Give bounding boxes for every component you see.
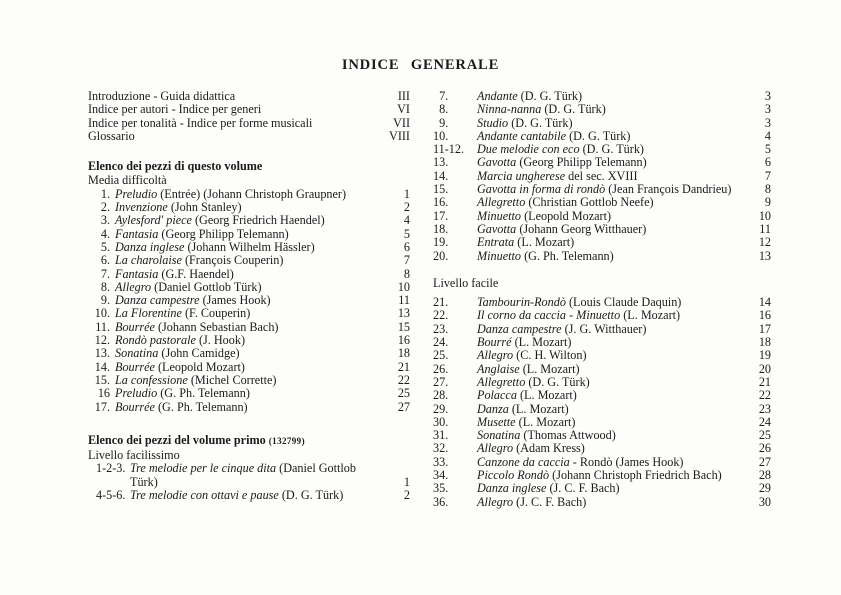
piece-text: Il corno da caccia - Minuetto (L. Mozart) — [477, 308, 681, 323]
level-label-media-difficolta: Media difficoltà — [88, 173, 167, 188]
page-number: 10 — [758, 208, 771, 223]
section-heading-volume-primo — [88, 434, 410, 448]
piece-text: Ninna-nanna (D. G. Türk) — [477, 102, 606, 117]
piece-text: Allegro (Adam Kress) — [477, 441, 585, 456]
volume-primo-heading-text: Elenco dei pezzi del volume primo — [88, 432, 266, 447]
piece-title: Polacca — [477, 388, 517, 403]
piece-text: Rondò pastorale (J. Hook) — [115, 333, 246, 348]
piece-title: Aylesford' piece — [115, 213, 192, 228]
livello-facile-list — [433, 296, 771, 509]
piece-row — [433, 309, 771, 322]
piece-text: Allegretto (Christian Gottlob Neefe) — [477, 195, 654, 210]
piece-number: 25. — [433, 348, 449, 363]
front-matter-row — [88, 90, 410, 103]
piece-row — [88, 228, 410, 241]
page-number: 6 — [403, 239, 410, 254]
piece-text: Allegro (J. C. F. Bach) — [477, 494, 587, 509]
piece-title: Danza inglese — [477, 481, 547, 496]
piece-text: La confessione (Michel Corrette) — [115, 372, 277, 387]
piece-text: La charolaise (François Couperin) — [115, 253, 284, 268]
piece-title: Due melodie con eco — [477, 142, 580, 157]
page-number: 2 — [403, 488, 410, 503]
piece-text: Tambourin-Rondò (Louis Claude Daquin) — [477, 295, 682, 310]
page-number: 3 — [764, 89, 771, 103]
front-matter-row — [88, 117, 410, 130]
piece-number: 8. — [100, 279, 110, 294]
piece-row — [88, 401, 410, 414]
piece-title: Andante — [477, 89, 518, 103]
piece-text: Fantasia (Georg Philipp Telemann) — [115, 226, 289, 241]
piece-number: 9. — [100, 293, 110, 308]
piece-text: Allegretto (D. G. Türk) — [477, 374, 590, 389]
piece-title: Minuetto — [477, 248, 522, 263]
piece-text: Minuetto (Leopold Mozart) — [477, 208, 612, 223]
page-number: 8 — [764, 182, 771, 197]
piece-number: 36. — [433, 494, 449, 509]
piece-number: 34. — [433, 468, 449, 483]
piece-title: Bourrée — [115, 359, 155, 374]
page-number: 9 — [764, 195, 771, 210]
piece-row — [88, 387, 410, 400]
piece-row — [433, 403, 771, 416]
page-number: 4 — [403, 213, 410, 228]
piece-row — [88, 462, 410, 489]
page-number: 29 — [758, 481, 771, 496]
piece-row — [88, 268, 410, 281]
piece-number: 28. — [433, 388, 449, 403]
piece-number: 1-2-3. — [96, 461, 126, 476]
piece-text: Entrata (L. Mozart) — [477, 235, 575, 250]
piece-number: 22. — [433, 308, 449, 323]
page-number: 13 — [758, 248, 771, 263]
page-number: 27 — [397, 399, 410, 414]
piece-text: Invenzione (John Stanley) — [115, 200, 242, 215]
volume-primo-list — [88, 462, 410, 502]
piece-text: Anglaise (L. Mozart) — [477, 361, 580, 376]
page-number: 5 — [403, 226, 410, 241]
piece-title: Tre melodie per le cinque dita — [130, 461, 277, 476]
piece-number: 10. — [433, 128, 449, 143]
piece-text: Minuetto (G. Ph. Telemann) — [477, 248, 614, 263]
piece-number: 26. — [433, 361, 449, 376]
page-number: 5 — [764, 142, 771, 157]
piece-text: Danza campestre (James Hook) — [115, 293, 271, 308]
piece-title: Allegro — [477, 441, 514, 456]
piece-title: Il corno da caccia - Minuetto — [477, 308, 621, 323]
piece-text: Danza (L. Mozart) — [477, 401, 569, 416]
page-number: 11 — [759, 221, 771, 236]
front-matter-label: Introduzione - Guida didattica — [88, 89, 236, 103]
piece-number: 9. — [433, 115, 449, 130]
piece-row — [88, 214, 410, 227]
piece-number: 35. — [433, 481, 449, 496]
page-number: 25 — [758, 428, 771, 443]
front-matter-row — [88, 130, 410, 143]
piece-number: 21. — [433, 295, 449, 310]
piece-text: Tre melodie per le cinque dita (Daniel Gottlob Türk) — [130, 461, 356, 489]
piece-number: 11. — [95, 319, 110, 334]
piece-row — [88, 294, 410, 307]
piece-title: Danza — [477, 401, 509, 416]
piece-title: Musette — [477, 414, 516, 429]
page-number: VI — [397, 102, 410, 117]
piece-text: Preludio (Entrée) (Johann Christoph Graupner) — [115, 186, 347, 201]
piece-title: Gavotta in forma di rondò — [477, 182, 606, 197]
piece-text: Danza campestre (J. G. Witthauer) — [477, 321, 647, 336]
piece-title: Sonatina — [115, 346, 159, 361]
piece-row — [433, 336, 771, 349]
piece-row — [433, 156, 771, 169]
piece-text: Bourrée (G. Ph. Telemann) — [115, 399, 248, 414]
piece-row — [88, 307, 410, 320]
piece-text: Polacca (L. Mozart) — [477, 388, 577, 403]
piece-text: Bourrée (Leopold Mozart) — [115, 359, 245, 374]
piece-text: Gavotta (Johann Georg Witthauer) — [477, 221, 647, 236]
piece-number: 16 — [97, 386, 110, 401]
page-number: 1 — [403, 186, 410, 201]
piece-text: Gavotta (Georg Philipp Telemann) — [477, 155, 647, 170]
piece-number: 7. — [433, 89, 449, 103]
page-number: 13 — [397, 306, 410, 321]
page-number: 1 — [403, 474, 410, 489]
page-number: 19 — [758, 348, 771, 363]
front-matter-label: Indice per autori - Indice per generi — [88, 102, 262, 117]
level-label-facile: Livello facile — [433, 275, 499, 290]
piece-text: Andante (D. G. Türk) — [477, 89, 583, 103]
piece-row — [433, 496, 771, 509]
piece-title: Danza inglese — [115, 239, 185, 254]
piece-row — [433, 223, 771, 236]
piece-number: 32. — [433, 441, 449, 456]
piece-text: Danza inglese (Johann Wilhelm Hässler) — [115, 239, 315, 254]
front-matter-label: Indice per tonalità - Indice per forme musicali — [88, 115, 313, 130]
piece-title: Preludio — [115, 386, 158, 401]
piece-title: Allegro — [477, 348, 514, 363]
piece-row — [88, 188, 410, 201]
piece-text: Bourrée (Johann Sebastian Bach) — [115, 319, 279, 334]
piece-number: 30. — [433, 414, 449, 429]
piece-title: Invenzione — [115, 200, 168, 215]
piece-row — [433, 250, 771, 263]
piece-text: Musette (L. Mozart) — [477, 414, 576, 429]
piece-title: La Florentine — [115, 306, 182, 321]
piece-row — [433, 349, 771, 362]
piece-number: 20. — [433, 248, 449, 263]
page-number: 16 — [397, 333, 410, 348]
piece-row — [433, 469, 771, 482]
piece-text: Studio (D. G. Türk) — [477, 115, 573, 130]
piece-number: 31. — [433, 428, 449, 443]
piece-title: Tambourin-Rondò — [477, 295, 566, 310]
page-number: 28 — [758, 468, 771, 483]
piece-row — [433, 296, 771, 309]
piece-row — [88, 201, 410, 214]
piece-title: Gavotta — [477, 221, 517, 236]
page-number: 10 — [397, 279, 410, 294]
piece-row — [88, 334, 410, 347]
piece-title: Piccolo Rondò — [477, 468, 550, 483]
piece-row — [433, 210, 771, 223]
piece-text: Andante cantabile (D. G. Türk) — [477, 128, 631, 143]
piece-number: 10. — [94, 306, 110, 321]
page-number: 27 — [758, 454, 771, 469]
piece-number: 15. — [94, 372, 110, 387]
piece-number: 1. — [100, 186, 110, 201]
piece-title: La charolaise — [115, 253, 182, 268]
piece-number: 17. — [94, 399, 110, 414]
piece-row — [88, 321, 410, 334]
piece-title: Fantasia — [115, 226, 159, 241]
piece-text: Piccolo Rondò (Johann Christoph Friedrich Bach) — [477, 468, 722, 483]
piece-title: Allegretto — [477, 374, 526, 389]
piece-title: Studio — [477, 115, 509, 130]
piece-number: 15. — [433, 182, 449, 197]
piece-number: 14. — [94, 359, 110, 374]
page-number: 7 — [764, 168, 771, 183]
page-number: 24 — [758, 414, 771, 429]
piece-text: Tre melodie con ottavi e pause (D. G. Türk) — [130, 488, 344, 503]
piece-title: Entrata — [477, 235, 515, 250]
piece-number: 16. — [433, 195, 449, 210]
piece-number: 23. — [433, 321, 449, 336]
piece-title: Danza campestre — [477, 321, 562, 336]
index-columns — [88, 90, 771, 509]
level-label-facilissimo: Livello facilissimo — [88, 448, 180, 463]
piece-title: Danza campestre — [115, 293, 200, 308]
page-number: 4 — [764, 128, 771, 143]
piece-number: 33. — [433, 454, 449, 469]
piece-text: Danza inglese (J. C. F. Bach) — [477, 481, 620, 496]
right-column — [433, 90, 771, 509]
piece-number: 6. — [100, 253, 110, 268]
page-number: 2 — [403, 200, 410, 215]
page-number: 18 — [397, 346, 410, 361]
piece-row — [433, 442, 771, 455]
page-number: 18 — [758, 335, 771, 350]
page-number: 23 — [758, 401, 771, 416]
page-number: 25 — [397, 386, 410, 401]
piece-row — [433, 90, 771, 103]
page-number: 3 — [764, 115, 771, 130]
piece-text: Canzone da caccia - Rondò (James Hook) — [477, 454, 684, 469]
piece-title: Ninna-nanna — [477, 102, 542, 117]
piece-number: 19. — [433, 235, 449, 250]
piece-text: Marcia ungherese del sec. XVIII — [477, 168, 638, 183]
piece-row — [88, 254, 410, 267]
piece-number: 4. — [100, 226, 110, 241]
page-number: III — [397, 89, 410, 103]
piece-row — [433, 389, 771, 402]
piece-number: 13. — [433, 155, 449, 170]
piece-title: Canzone da caccia — [477, 454, 570, 469]
page-number: 7 — [403, 253, 410, 268]
front-matter-label: Glossario — [88, 128, 135, 143]
piece-row — [88, 241, 410, 254]
piece-number: 8. — [433, 102, 449, 117]
page-number: 21 — [758, 374, 771, 389]
piece-number: 13. — [94, 346, 110, 361]
volume-primo-continued-list — [433, 90, 771, 263]
piece-text: Allegro (C. H. Wilton) — [477, 348, 587, 363]
piece-number: 27. — [433, 374, 449, 389]
piece-title: Marcia ungherese — [477, 168, 566, 183]
piece-number: 24. — [433, 335, 449, 350]
piece-row — [88, 347, 410, 360]
piece-title: Minuetto — [477, 208, 522, 223]
piece-row — [433, 482, 771, 495]
left-column — [88, 90, 410, 509]
piece-row — [433, 456, 771, 469]
page-number: 26 — [758, 441, 771, 456]
piece-number: 17. — [433, 208, 449, 223]
piece-title: Bourré — [477, 335, 512, 350]
page-number: 17 — [758, 321, 771, 336]
piece-title: Preludio — [115, 186, 158, 201]
piece-row — [433, 236, 771, 249]
piece-title: Allegretto — [477, 195, 526, 210]
piece-number: 5. — [100, 239, 110, 254]
piece-title: Bourrée — [115, 319, 155, 334]
piece-row — [88, 281, 410, 294]
piece-number: 2. — [100, 200, 110, 215]
piece-title: Andante cantabile — [477, 128, 567, 143]
piece-text: Sonatina (John Camidge) — [115, 346, 240, 361]
piece-row — [88, 374, 410, 387]
piece-text: Aylesford' piece (Georg Friedrich Haendel) — [115, 213, 325, 228]
catalog-number: (132799) — [268, 435, 305, 446]
page-number: 14 — [758, 295, 771, 310]
page-number: 11 — [398, 293, 410, 308]
page-number: VII — [393, 115, 410, 130]
page-number: 12 — [758, 235, 771, 250]
piece-row — [433, 143, 771, 156]
piece-title: Gavotta — [477, 155, 517, 170]
piece-title: Allegro — [477, 494, 514, 509]
piece-number: 7. — [100, 266, 110, 281]
piece-row — [433, 103, 771, 116]
piece-title: Sonatina — [477, 428, 521, 443]
page-number: 3 — [764, 102, 771, 117]
piece-text: Sonatina (Thomas Attwood) — [477, 428, 616, 443]
piece-row — [433, 416, 771, 429]
piece-row — [433, 117, 771, 130]
piece-text: Due melodie con eco (D. G. Türk) — [477, 142, 644, 157]
front-matter-list — [88, 90, 410, 143]
piece-title: La confessione — [115, 372, 188, 387]
page-number: 30 — [758, 494, 771, 509]
piece-row — [88, 361, 410, 374]
piece-title: Allegro — [115, 279, 152, 294]
this-volume-list — [88, 188, 410, 414]
piece-text: Bourré (L. Mozart) — [477, 335, 572, 350]
piece-row — [433, 183, 771, 196]
page-number: 22 — [758, 388, 771, 403]
piece-row — [433, 196, 771, 209]
page-number: 21 — [397, 359, 410, 374]
piece-row — [433, 363, 771, 376]
piece-number: 4-5-6. — [96, 488, 126, 503]
piece-text: Preludio (G. Ph. Telemann) — [115, 386, 250, 401]
front-matter-row — [88, 103, 410, 116]
piece-text: Allegro (Daniel Gottlob Türk) — [115, 279, 262, 294]
piece-title: Fantasia — [115, 266, 159, 281]
piece-number: 29. — [433, 401, 449, 416]
piece-row — [433, 130, 771, 143]
piece-number: 18. — [433, 221, 449, 236]
piece-title: Rondò pastorale — [115, 333, 196, 348]
piece-title: Anglaise — [477, 361, 520, 376]
piece-row — [88, 489, 410, 502]
piece-number: 14. — [433, 168, 449, 183]
piece-text: Fantasia (G.F. Haendel) — [115, 266, 234, 281]
page-number: 8 — [403, 266, 410, 281]
page-number: 22 — [397, 372, 410, 387]
page-title: INDICE GENERALE — [341, 57, 500, 73]
piece-number: 3. — [100, 213, 110, 228]
piece-text: Gavotta in forma di rondò (Jean François Dandrieu) — [477, 182, 732, 197]
page-number: 20 — [758, 361, 771, 376]
piece-row — [433, 429, 771, 442]
page-number: 15 — [397, 319, 410, 334]
page-number: 6 — [764, 155, 771, 170]
piece-title: Bourrée — [115, 399, 155, 414]
piece-number: 12. — [94, 333, 110, 348]
piece-title: Tre melodie con ottavi e pause — [130, 488, 279, 503]
page-number: VIII — [389, 128, 410, 143]
piece-number: 11-12. — [433, 142, 465, 157]
page-number: 16 — [758, 308, 771, 323]
section-heading-this-volume: Elenco dei pezzi di questo volume — [88, 159, 263, 174]
piece-row — [433, 376, 771, 389]
piece-text: La Florentine (F. Couperin) — [115, 306, 251, 321]
piece-row — [433, 323, 771, 336]
piece-row — [433, 170, 771, 183]
